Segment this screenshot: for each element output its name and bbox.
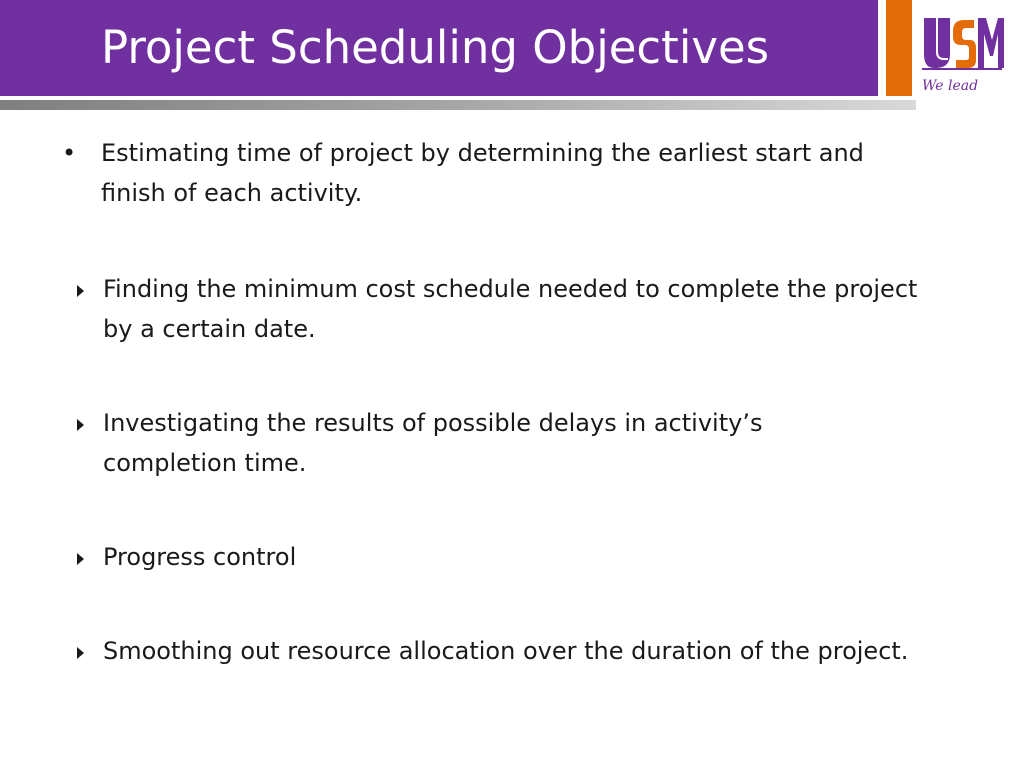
bullet-item: Estimating time of project by determining the earliest start and finish of each activity. [101, 139, 864, 207]
logo-u-mark [924, 18, 950, 68]
logo-underline [922, 68, 1002, 70]
usm-logo-icon [920, 12, 1004, 74]
logo-m-mark [978, 18, 1004, 68]
bullet-arrow-icon [77, 419, 84, 431]
accent-divider [878, 0, 886, 96]
bullet-item: Investigating the results of possible delays in activity’s completion time. [103, 409, 763, 477]
logo-s-mark [953, 20, 976, 68]
slide-title: Project Scheduling Objectives [101, 21, 770, 74]
logo-tagline: We lead [922, 78, 979, 94]
bullet-arrow-icon [77, 285, 84, 297]
accent-stripe [886, 0, 912, 96]
bullet-item: Finding the minimum cost schedule needed to complete the project by a certain date. [103, 275, 918, 343]
bullet-item: Progress control [103, 543, 297, 571]
accent-gap [912, 0, 915, 96]
bullet-arrow-icon [77, 647, 84, 659]
bullet-arrow-icon [77, 553, 84, 565]
bullet-item: Smoothing out resource allocation over the duration of the project. [103, 637, 909, 665]
bullet-dot-icon: • [62, 139, 77, 167]
title-rule [0, 100, 916, 110]
